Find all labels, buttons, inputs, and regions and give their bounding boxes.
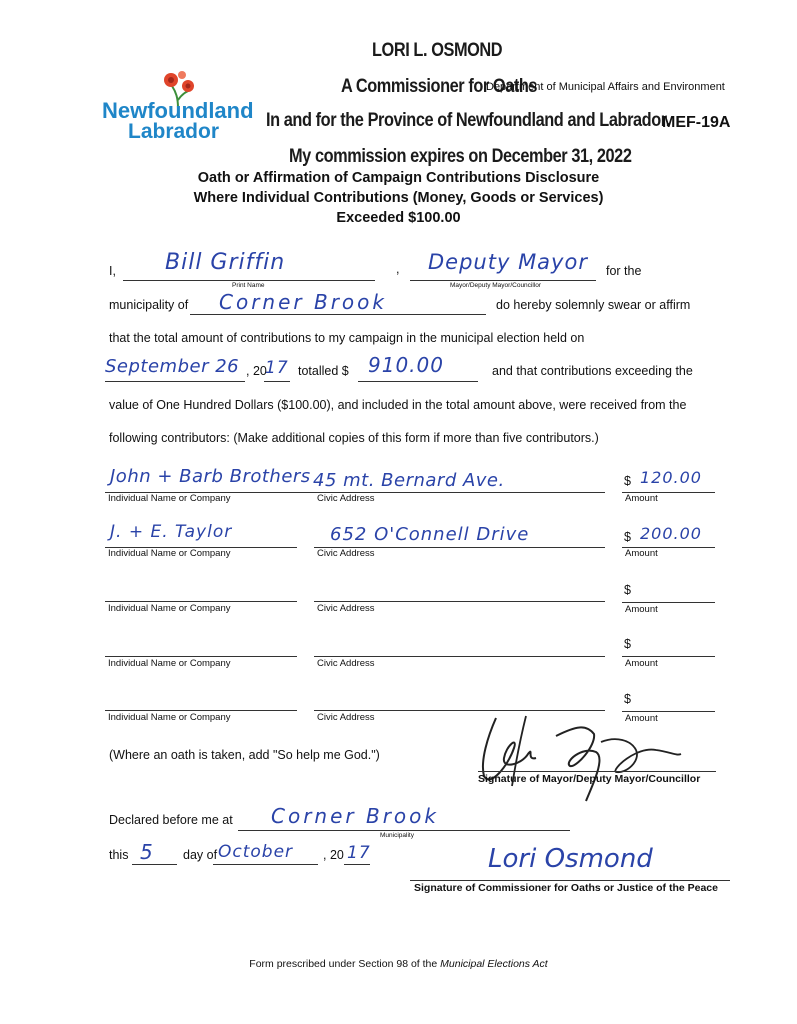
contributor-4-amount-caption: Amount	[625, 658, 658, 669]
form-title-line2: Where Individual Contributions (Money, Goods or Services)	[193, 190, 604, 206]
mayor-signature-caption: Signature of Mayor/Deputy Mayor/Councillor	[478, 773, 701, 785]
form-code: MEF-19A	[662, 114, 731, 131]
contributor-4-address-caption: Civic Address	[317, 658, 375, 669]
footer-act: Municipal Elections Act	[440, 958, 548, 970]
commissioner-signature-caption: Signature of Commissioner for Oaths or Justice of the Peace	[414, 882, 718, 894]
footer-text	[0, 958, 797, 970]
contributor-1-dollar: $	[624, 474, 631, 488]
stamp-line3: My commission expires on December 31, 2022	[289, 146, 632, 167]
commissioner-signature: Lori Osmond	[488, 844, 653, 874]
footer-prefix: Form prescribed under Section 98 of the	[249, 958, 441, 970]
municipality-label: municipality of	[109, 298, 189, 312]
contributor-3-amount-caption: Amount	[625, 604, 658, 615]
stamp-name: LORI L. OSMOND	[372, 40, 503, 61]
sentence3: following contributors: (Make additional copies of this form if more than five contributors.)	[109, 431, 599, 445]
election-year-value[interactable]: 17	[265, 358, 289, 378]
contributor-2-dollar: $	[624, 530, 631, 544]
total-amount-value[interactable]: 910.00	[368, 353, 444, 377]
declared-month-value[interactable]: October	[218, 842, 294, 862]
this-label: this	[109, 848, 129, 862]
sentence1: that the total amount of contributions to my campaign in the municipal election held on	[109, 331, 585, 345]
declared-label: Declared before me at	[109, 813, 233, 827]
sentence2: value of One Hundred Dollars ($100.00), and included in the total amount above, were received from the	[109, 398, 687, 412]
contributor-2-address-caption: Civic Address	[317, 548, 375, 559]
i-label: I,	[109, 264, 116, 278]
stamp-line2: In and for the Province of Newfoundland and Labrador.	[266, 110, 670, 131]
department-name: Department of Municipal Affairs and Environment	[486, 81, 725, 93]
position-value[interactable]: Deputy Mayor	[428, 250, 588, 274]
contributor-2-name-caption: Individual Name or Company	[108, 548, 231, 559]
totalled-label: totalled $	[298, 364, 349, 378]
contributor-1-address[interactable]: 45 mt. Bernard Ave.	[313, 470, 505, 491]
election-date-value[interactable]: September 26	[105, 356, 240, 377]
contributor-2-name[interactable]: J. + E. Taylor	[110, 522, 233, 542]
declared-place-value[interactable]: Corner Brook	[271, 804, 439, 828]
contributor-5-address-caption: Civic Address	[317, 712, 375, 723]
contributor-5-dollar: $	[624, 692, 631, 706]
declared-day-value[interactable]: 5	[140, 840, 154, 864]
contributor-1-name-caption: Individual Name or Company	[108, 493, 231, 504]
print-name-value[interactable]: Bill Griffin	[165, 250, 286, 275]
swear-text: do hereby solemnly swear or affirm	[496, 298, 691, 312]
contributor-3-name-caption: Individual Name or Company	[108, 603, 231, 614]
contributor-2-address[interactable]: 652 O'Connell Drive	[330, 524, 530, 545]
print-name-caption: Print Name	[232, 282, 265, 289]
contributor-5-name-caption: Individual Name or Company	[108, 712, 231, 723]
exceeding-text: and that contributions exceeding the	[492, 364, 693, 378]
municipality-value[interactable]: Corner Brook	[219, 290, 387, 314]
logo-newfoundland: Newfoundland	[102, 98, 254, 123]
logo-labrador: Labrador	[128, 120, 220, 143]
contributor-1-amount-caption: Amount	[625, 493, 658, 504]
contributor-2-amount-caption: Amount	[625, 548, 658, 559]
stamp-line1: A Commissioner for Oaths	[341, 76, 538, 97]
year-prefix: , 20	[246, 364, 267, 378]
form-title-line3: Exceeded $100.00	[336, 210, 461, 226]
contributor-1-address-caption: Civic Address	[317, 493, 375, 504]
comma-separator: ,	[396, 262, 400, 276]
position-caption: Mayor/Deputy Mayor/Councillor	[450, 282, 542, 289]
oath-note: (Where an oath is taken, add "So help me God.")	[109, 748, 380, 762]
contributor-1-name[interactable]: John + Barb Brothers	[110, 466, 311, 487]
declared-year-prefix: , 20	[323, 848, 344, 862]
municipality-caption: Municipality	[380, 832, 414, 839]
contributor-3-dollar: $	[624, 583, 631, 597]
contributor-1-amount[interactable]: 120.00	[640, 468, 702, 487]
day-of-label: day of	[183, 848, 218, 862]
mayor-signature-icon	[466, 706, 696, 816]
contributor-4-name-caption: Individual Name or Company	[108, 658, 231, 669]
contributor-2-amount[interactable]: 200.00	[640, 524, 702, 543]
contributor-5-amount-caption: Amount	[625, 713, 658, 724]
declared-year-value[interactable]: 17	[347, 843, 371, 863]
contributor-3-address-caption: Civic Address	[317, 603, 375, 614]
for-the-label: for the	[606, 264, 642, 278]
contributor-4-dollar: $	[624, 637, 631, 651]
form-title-line1: Oath or Affirmation of Campaign Contributions Disclosure	[197, 170, 600, 186]
